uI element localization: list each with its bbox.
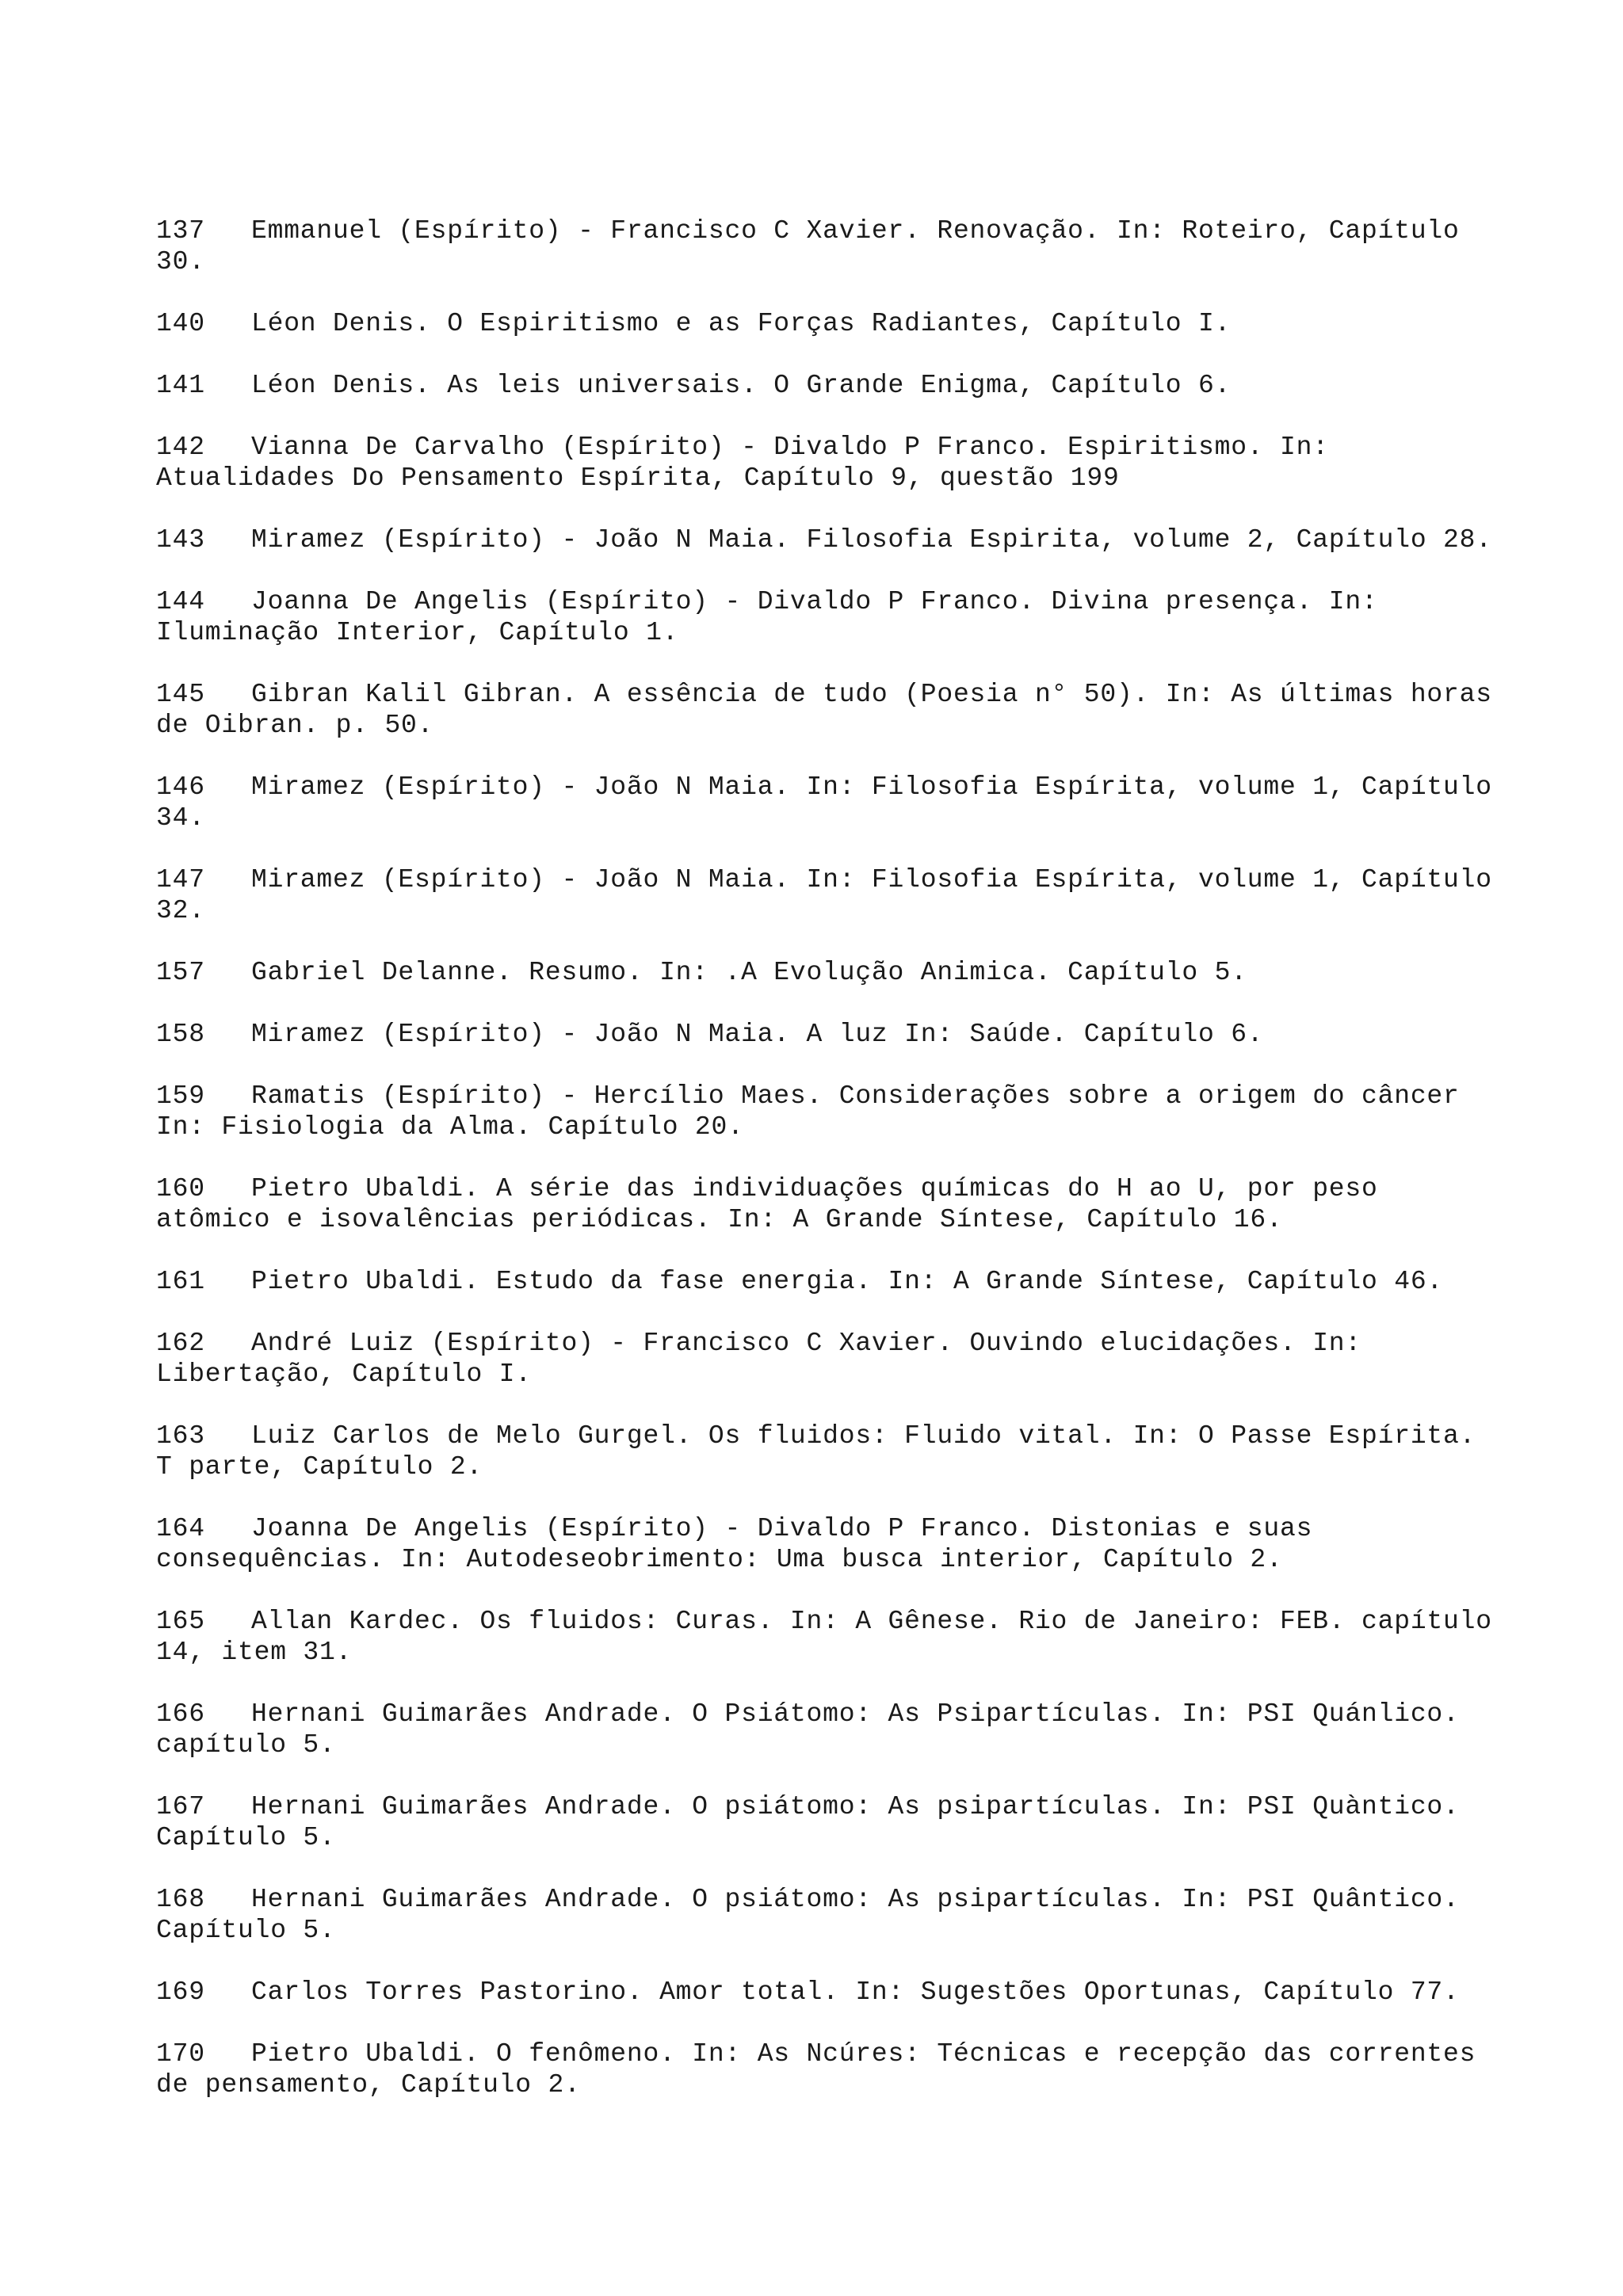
- reference-item: [156, 1513, 1503, 1575]
- reference-item: [156, 1421, 1503, 1482]
- reference-number: 159: [156, 1081, 205, 1111]
- reference-item: [156, 1977, 1503, 2008]
- reference-item: [156, 215, 1503, 277]
- reference-item: [156, 1791, 1503, 1853]
- reference-number: 160: [156, 1174, 205, 1203]
- reference-number: 144: [156, 587, 205, 616]
- reference-number: 157: [156, 958, 205, 987]
- reference-number: 145: [156, 680, 205, 709]
- reference-number: 140: [156, 309, 205, 338]
- reference-text: Vianna De Carvalho (Espírito) - Divaldo P Franco. Espiritismo. In: Atualidades Do Pensamento Espírita, Capítulo 9, questão 199: [156, 433, 1346, 493]
- reference-text: Miramez (Espírito) - João N Maia. In: Filosofia Espírita, volume 1, Capítulo 34.: [156, 772, 1509, 833]
- reference-number: 164: [156, 1514, 205, 1543]
- reference-number: 143: [156, 525, 205, 555]
- reference-text: Gibran Kalil Gibran. A essência de tudo (Poesia n° 50). In: As últimas horas de Oibran. p. 50.: [156, 680, 1509, 740]
- reference-text: Joanna De Angelis (Espírito) - Divaldo P Franco. Divina presença. In: Iluminação Interior, Capítulo 1.: [156, 587, 1395, 647]
- reference-number: 141: [156, 371, 205, 400]
- reference-number: 166: [156, 1699, 205, 1729]
- reference-number: 165: [156, 1607, 205, 1636]
- reference-item: [156, 864, 1509, 926]
- reference-item: [156, 432, 1503, 494]
- reference-item: [156, 1699, 1503, 1760]
- reference-item: [156, 1266, 1503, 1297]
- reference-item: [156, 586, 1503, 648]
- reference-text: Gabriel Delanne. Resumo. In: .A Evolução Animica. Capítulo 5.: [251, 958, 1247, 987]
- reference-item: [156, 1173, 1503, 1235]
- reference-text: Miramez (Espírito) - João N Maia. Filosofia Espirita, volume 2, Capítulo 28.: [251, 525, 1492, 555]
- reference-text: Léon Denis. As leis universais. O Grande Enigma, Capítulo 6.: [251, 371, 1232, 400]
- reference-number: 170: [156, 2039, 205, 2069]
- reference-text: Hernani Guimarães Andrade. O psiátomo: As psipartículas. In: PSI Quântico. Capítulo 5.: [156, 1885, 1476, 1945]
- reference-item: [156, 1081, 1503, 1142]
- reference-text: Joanna De Angelis (Espírito) - Divaldo P Franco. Distonias e suas consequências. In: Autodeseobrimento: Uma busca interior, Capítulo 2.: [156, 1514, 1329, 1574]
- reference-number: 137: [156, 216, 205, 246]
- reference-text: Pietro Ubaldi. Estudo da fase energia. In: A Grande Síntese, Capítulo 46.: [251, 1267, 1444, 1296]
- reference-text: Allan Kardec. Os fluidos: Curas. In: A Gênese. Rio de Janeiro: FEB. capítulo 14, item 31.: [156, 1607, 1509, 1667]
- reference-item: [156, 308, 1503, 339]
- reference-text: Miramez (Espírito) - João N Maia. A luz In: Saúde. Capítulo 6.: [251, 1020, 1264, 1049]
- reference-item: [156, 957, 1503, 988]
- reference-number: 167: [156, 1792, 205, 1821]
- reference-text: Léon Denis. O Espiritismo e as Forças Radiantes, Capítulo I.: [251, 309, 1232, 338]
- reference-text: Pietro Ubaldi. A série das individuações químicas do H ao U, por peso atômico e isovalências periódicas. In: A Grande Síntese, Capítulo 16.: [156, 1174, 1395, 1234]
- reference-number: 162: [156, 1329, 205, 1358]
- reference-number: 169: [156, 1978, 205, 2007]
- reference-item: [156, 1019, 1503, 1050]
- reference-item: [156, 1328, 1503, 1390]
- reference-text: Hernani Guimarães Andrade. O psiátomo: As psipartículas. In: PSI Quàntico. Capítulo 5.: [156, 1792, 1476, 1852]
- reference-number: 168: [156, 1885, 205, 1914]
- reference-item: [156, 679, 1509, 741]
- reference-item: [156, 524, 1503, 555]
- reference-text: Emmanuel (Espírito) - Francisco C Xavier. Renovação. In: Roteiro, Capítulo 30.: [156, 216, 1476, 277]
- reference-text: Miramez (Espírito) - João N Maia. In: Filosofia Espírita, volume 1, Capítulo 32.: [156, 865, 1509, 925]
- reference-item: [156, 1884, 1503, 1946]
- reference-number: 158: [156, 1020, 205, 1049]
- reference-item: [156, 370, 1503, 401]
- reference-text: Carlos Torres Pastorino. Amor total. In: Sugestões Oportunas, Capítulo 77.: [251, 1978, 1460, 2007]
- reference-item: [156, 772, 1509, 833]
- reference-number: 146: [156, 772, 205, 802]
- reference-text: André Luiz (Espírito) - Francisco C Xavier. Ouvindo elucidações. In: Libertação, Capítulo I.: [156, 1329, 1378, 1389]
- reference-number: 163: [156, 1421, 205, 1451]
- reference-text: Luiz Carlos de Melo Gurgel. Os fluidos: Fluido vital. In: O Passe Espírita. T parte, Capítulo 2.: [156, 1421, 1492, 1482]
- reference-text: Pietro Ubaldi. O fenômeno. In: As Ncúres: Técnicas e recepção das correntes de pensamento, Capítulo 2.: [156, 2039, 1492, 2100]
- reference-number: 142: [156, 433, 205, 462]
- reference-list: [156, 215, 1509, 2131]
- reference-number: 161: [156, 1267, 205, 1296]
- reference-item: [156, 1606, 1509, 1668]
- reference-text: Hernani Guimarães Andrade. O Psiátomo: As Psipartículas. In: PSI Quánlico. capítulo 5.: [156, 1699, 1476, 1760]
- reference-text: Ramatis (Espírito) - Hercílio Maes. Considerações sobre a origem do câncer In: Fisiologia da Alma. Capítulo 20.: [156, 1081, 1476, 1142]
- reference-item: [156, 2039, 1503, 2100]
- reference-number: 147: [156, 865, 205, 894]
